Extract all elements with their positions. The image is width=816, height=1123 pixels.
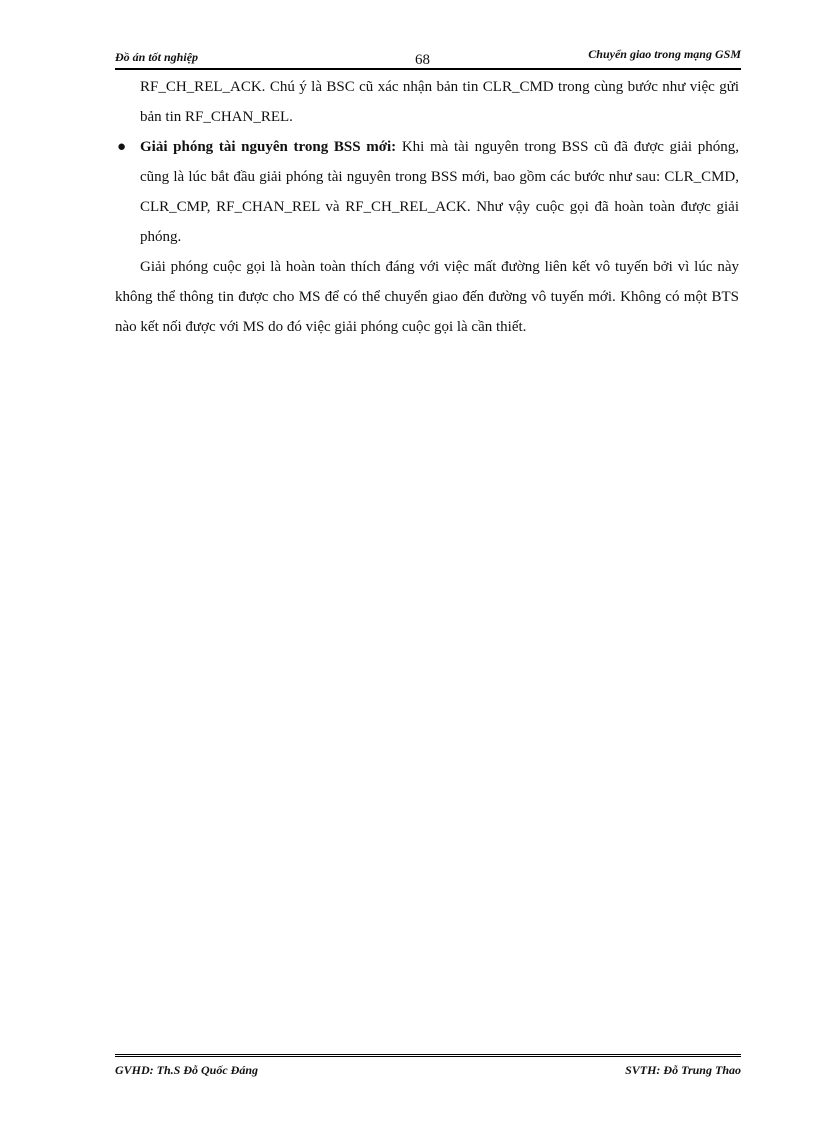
bullet-dot-icon: ● <box>117 139 127 155</box>
footer-supervisor: GVHD: Th.S Đỗ Quốc Đáng <box>115 1063 259 1077</box>
continuation-paragraph: RF_CH_REL_ACK. Chú ý là BSC cũ xác nhận bản tin CLR_CMD trong cùng bước như việc gửi bản tin RF_CHAN_REL. <box>140 79 739 125</box>
page-body <box>115 72 739 342</box>
footer-student: SVTH: Đỗ Trung Thao <box>625 1063 741 1077</box>
header-document-title: Đồ án tốt nghiệp <box>115 50 199 64</box>
bullet-title: Giải phóng tài nguyên trong BSS mới: <box>140 139 397 155</box>
header-chapter-title: Chuyển giao trong mạng GSM <box>588 47 741 61</box>
page-footer <box>115 1054 741 1081</box>
bullet-text: Khi mà tài nguyên trong BSS cũ đã được giải phóng, cũng là lúc bắt đầu giải phóng tài nguyên trong BSS mới, bao gồm các bước như sau: CLR_CMD, CLR_CMP, RF_CHAN_REL và RF_CH_REL_ACK. Như vậy cuộc gọi đã hoàn toàn được giải phóng. <box>140 139 739 245</box>
page-header <box>115 44 741 70</box>
page-number: 68 <box>415 52 430 68</box>
body-paragraph: Giải phóng cuộc gọi là hoàn toàn thích đáng với việc mất đường liên kết vô tuyến bởi vì lúc này không thể thông tin được cho MS để có thể chuyển giao đến đường vô tuyến mới. Không có một BTS nào kết nối được với MS do đó việc giải phóng cuộc gọi là cần thiết. <box>115 259 739 335</box>
bullet-item <box>115 132 739 252</box>
